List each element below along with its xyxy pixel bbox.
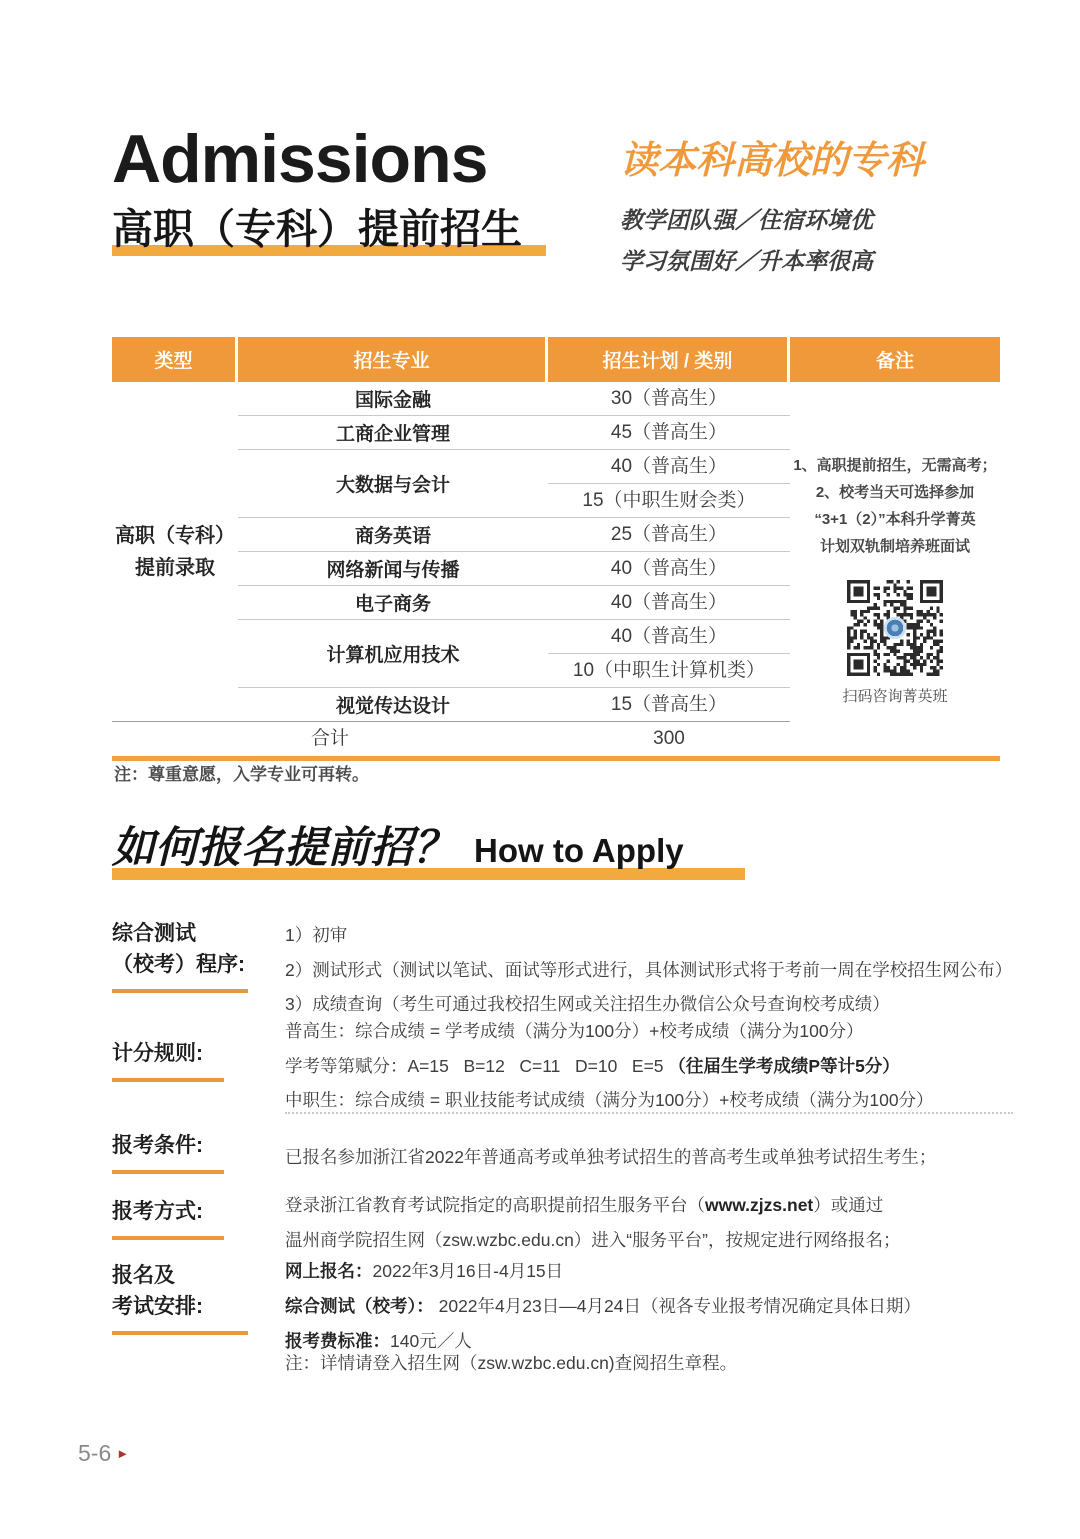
schedule-note: 注：详情请登入招生网（zsw.wzbc.edu.cn)查阅招生章程。 [285,1353,738,1373]
major-cell: 视觉传达设计 [335,696,450,717]
condition-text: 已报名参加浙江省2022年普通高考或单独考试招生的普高考生或单独考试招生考生； [285,1147,937,1167]
type-label-line2: 提前录取 [135,556,215,579]
header-left [112,122,582,256]
table-row [238,585,790,619]
procedure-step: 1）初审 [285,925,348,945]
plan-cell: 30（普高生） [610,388,728,409]
major-cell: 商务英语 [354,526,431,547]
slogan-sub-line1: 教学团队强／住宿环境优 [620,207,873,233]
section-label: 报名及 考试安排: [112,1260,287,1335]
remark-line: 1、高职提前招生，无需高考； [793,457,997,474]
plan-cell: 10（中职生计算机类） [548,653,790,687]
page-number: 5-6 ► [78,1440,130,1466]
page-title-en: Admissions [112,121,488,197]
total-row [112,721,1000,761]
table-row [238,619,790,687]
label-underline [112,1078,224,1082]
type-cell [112,382,238,721]
dotted-divider [285,1112,1013,1114]
col-header-major: 招生专业 [238,337,548,382]
remarks-cell [790,382,1000,721]
schedule-item: 报考费标准：140元／人 [285,1331,472,1351]
total-label: 合计 [310,728,349,749]
major-cell: 网络新闻与传播 [326,560,460,581]
page-title-cn: 高职（专科）提前招生 [112,206,522,252]
table-row [238,551,790,585]
apply-title-en: How to Apply [474,832,684,869]
col-header-remarks: 备注 [790,337,1000,382]
label-underline [112,1236,224,1240]
total-value: 300 [653,728,685,749]
label-underline [112,1170,224,1174]
apply-section-heading [112,822,1012,880]
schedule-item: 网上报名：2022年3月16日-4月15日 [285,1261,564,1281]
major-cell: 计算机应用技术 [326,645,460,666]
slogan-sub-line2: 学习氛围好／升本率很高 [620,248,873,274]
plan-cell: 15（中职生财会类） [548,483,790,517]
procedure-step: 3）成绩查询（考生可通过我校招生网或关注招生办微信公众号查询校考成绩） [285,994,890,1014]
scoring-rule: 学考等第赋分：A=15 B=12 C=11 D=10 E=5 （往届生学考成绩P等计5分） [285,1055,900,1076]
qr-code [847,580,943,676]
procedure-step: 2）测试形式（测试以笔试、面试等形式进行，具体测试形式将于考前一周在学校招生网公布） [285,959,1013,980]
method-text: 登录浙江省教育考试院指定的高职提前招生服务平台（www.zjzs.net）或通过 [285,1195,884,1215]
plan-cell: 40（普高生） [610,456,728,477]
zjzs-url: www.zjzs.net [705,1195,814,1215]
table-header-row [112,337,1000,382]
plan-cell: 25（普高生） [610,524,728,545]
major-cell: 电子商务 [354,594,431,615]
plan-cell: 15（普高生） [610,694,728,715]
major-cell: 国际金融 [354,390,431,411]
plan-cell: 40（普高生） [610,626,728,647]
schedule-item: 综合测试（校考）： 2022年4月23日—4月24日（视各专业报考情况确定具体日期） [285,1296,921,1316]
admissions-table [112,337,1000,761]
method-text: 温州商学院招生网（zsw.wzbc.edu.cn）进入“服务平台”，按规定进行网络报名； [285,1229,901,1250]
apply-title-cn: 如何报名提前招？ [112,824,456,872]
scoring-rule: 普高生：综合成绩 = 学考成绩（满分为100分）+校考成绩（满分为100分） [285,1021,864,1041]
section-label: 计分规则: [112,1038,287,1082]
plan-cell: 40（普高生） [610,558,728,579]
major-cell: 大数据与会计 [335,475,450,496]
table-row [238,517,790,551]
scoring-rule: 中职生：综合成绩 = 职业技能考试成绩（满分为100分）+校考成绩（满分为100分） [285,1090,934,1110]
header-right [620,138,1040,282]
table-row [238,687,790,721]
plan-cell: 40（普高生） [610,592,728,613]
col-header-plan: 招生计划 / 类别 [548,337,790,382]
col-header-type: 类型 [112,337,238,382]
slogan: 读本科高校的专科 [620,140,925,182]
table-body [112,382,1000,721]
qr-caption: 扫码咨询菁英班 [842,688,948,705]
section-label: 报考方式: [112,1196,287,1240]
table-row [238,382,790,415]
label-underline [112,1331,248,1335]
label-underline [112,989,248,993]
major-cell: 工商企业管理 [335,424,450,445]
type-label-line1: 高职（专科） [115,524,235,547]
table-row [238,449,790,517]
remark-line: 计划双轨制培养班面试 [819,538,970,555]
section-label: 综合测试 （校考）程序: [112,918,287,993]
remark-line: “3+1（2）”本科升学菁英 [814,511,976,528]
table-footnote: 注：尊重意愿，入学专业可再转。 [114,765,369,784]
table-row [238,415,790,449]
section-label: 报考条件: [112,1130,287,1174]
plan-cell: 45（普高生） [610,422,728,443]
remark-line: 2、校考当天可选择参加 [815,484,975,501]
page-marker-icon: ► [116,1446,130,1461]
majors-column [238,382,790,721]
